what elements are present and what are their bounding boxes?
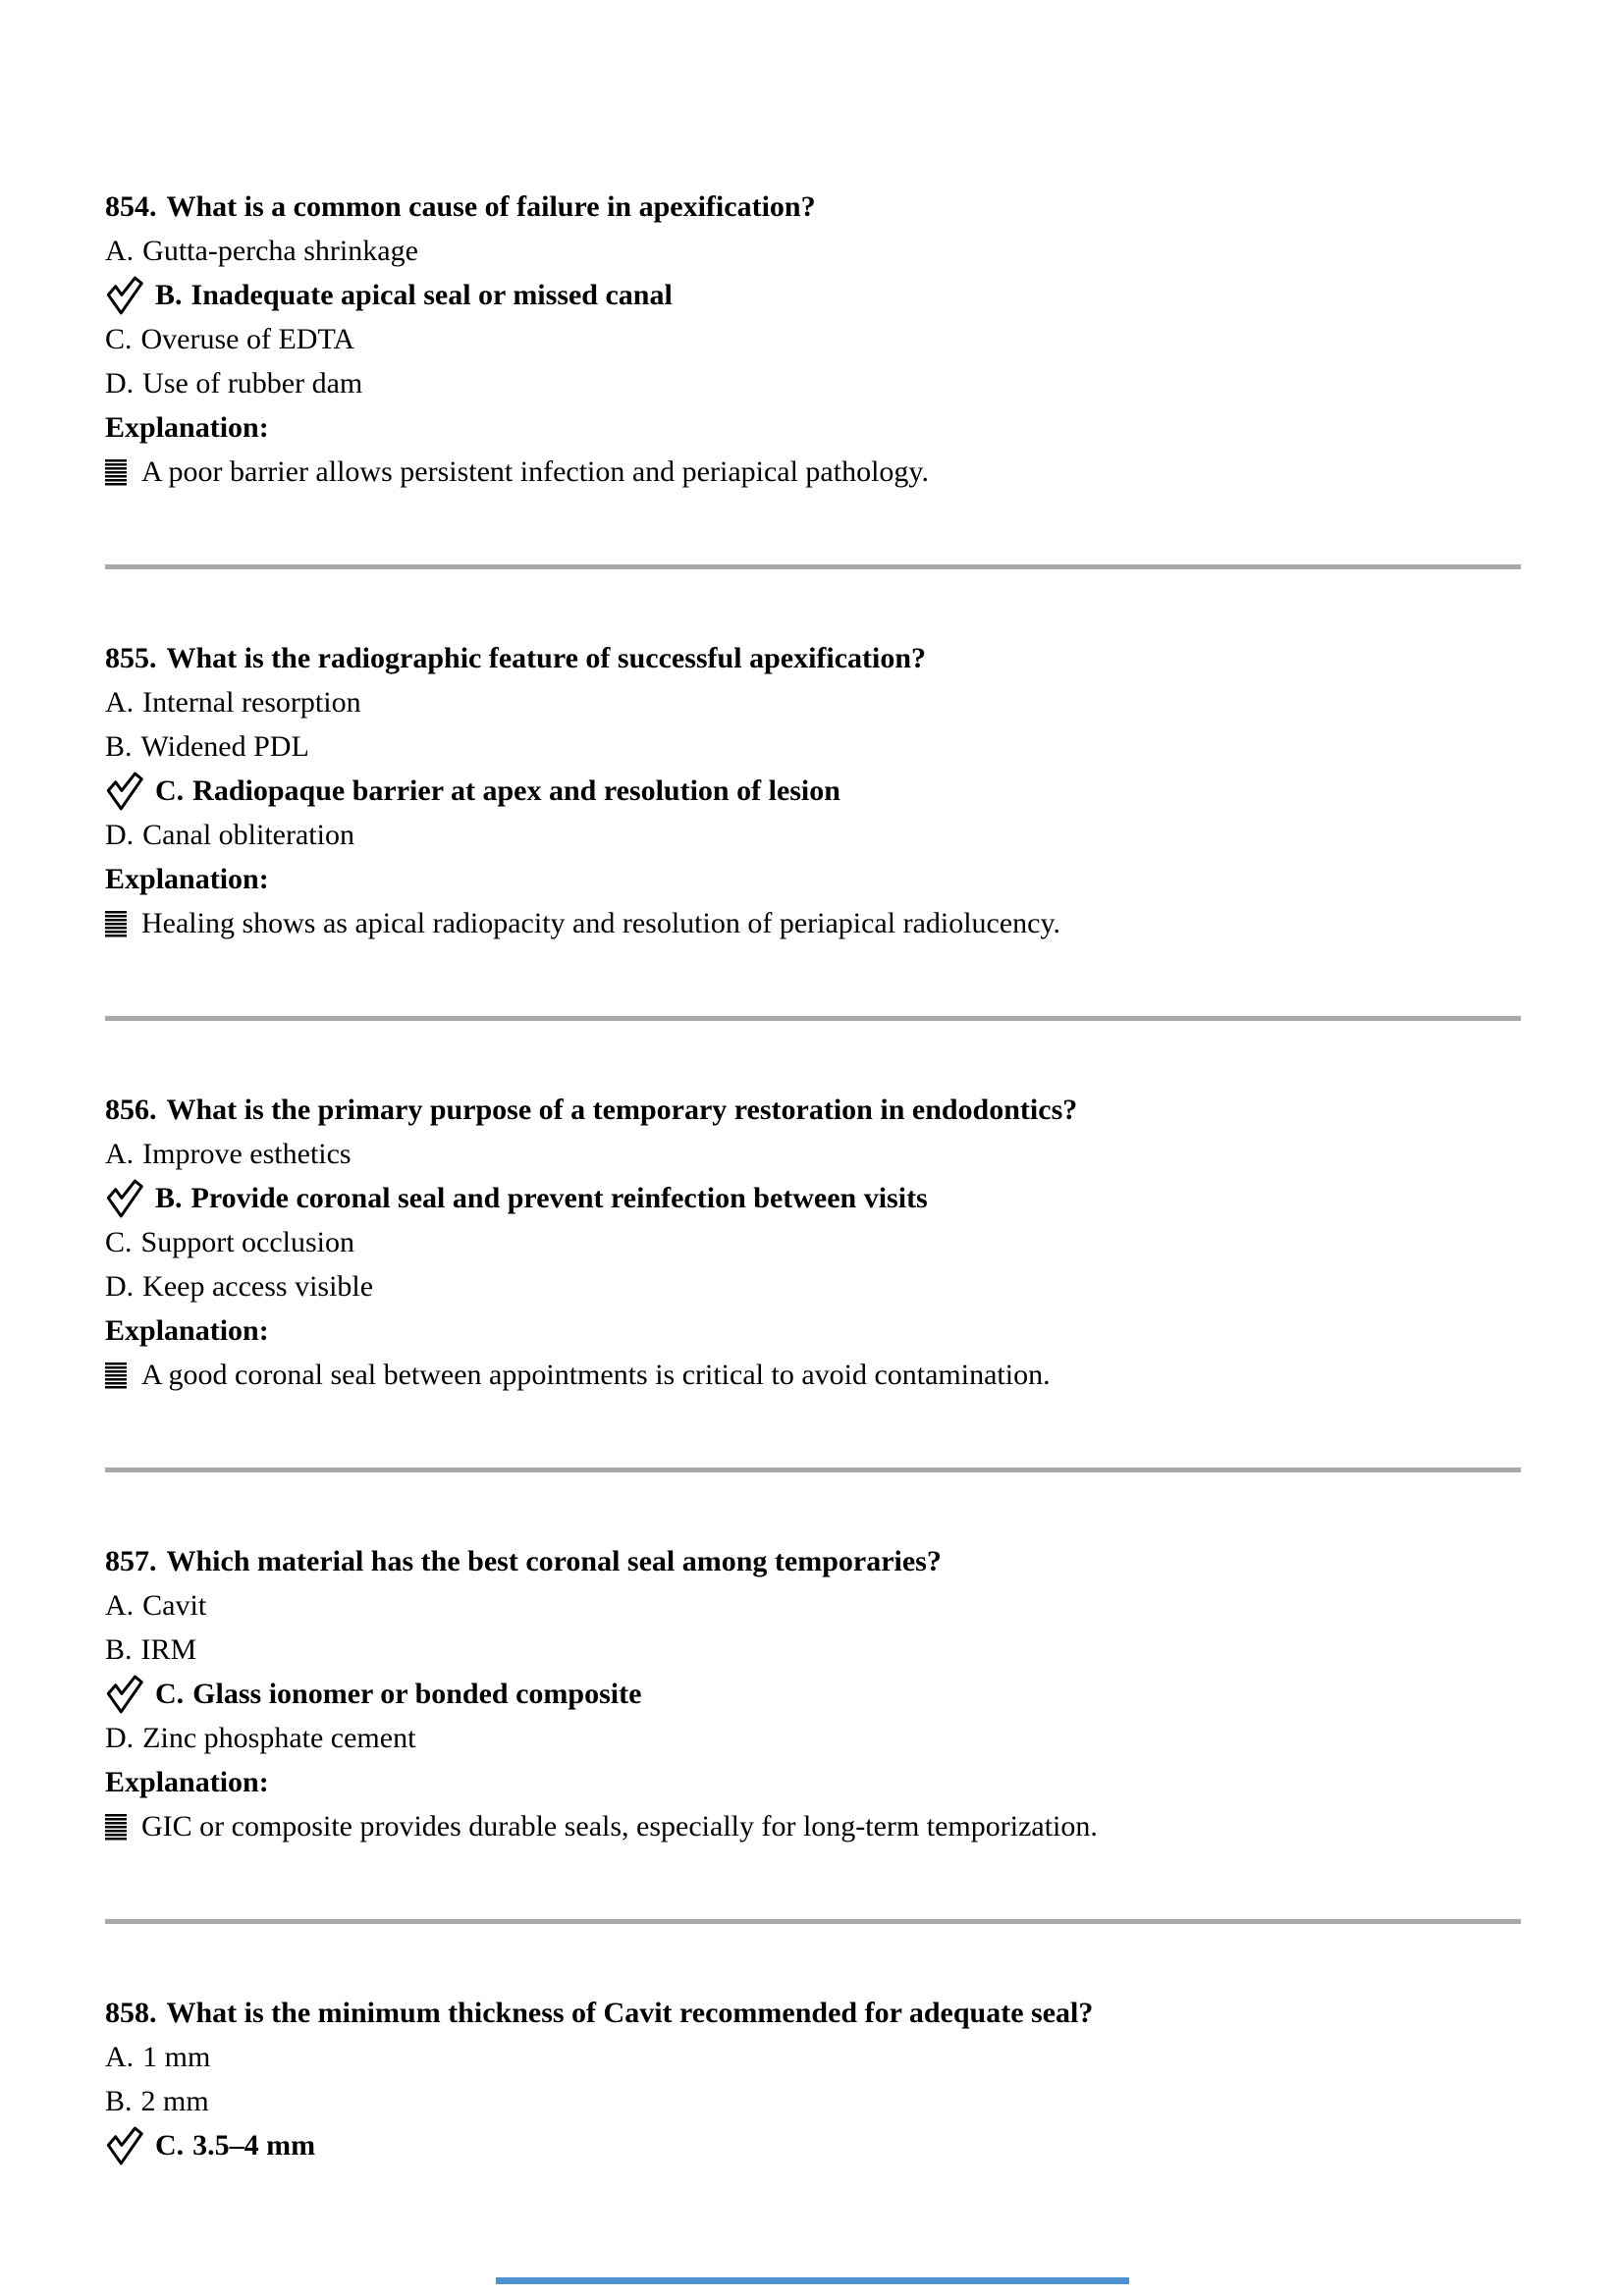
check-outline-icon bbox=[105, 1674, 144, 1715]
explanation-text: Healing shows as apical radiopacity and resolution of periapical radiolucency. bbox=[141, 907, 1061, 939]
question-number: 854. bbox=[105, 190, 157, 223]
option-text: 3.5–4 mm bbox=[192, 2129, 316, 2162]
option-line: A. 1 mm bbox=[105, 2035, 1521, 2079]
explanation-text: A poor barrier allows persistent infection and periapical pathology. bbox=[141, 455, 929, 488]
question-title bbox=[105, 1088, 1521, 1132]
question-list bbox=[105, 185, 1521, 2167]
question-block bbox=[105, 1991, 1521, 2167]
explanation-line bbox=[105, 450, 1521, 494]
option-line-correct: B. Provide coronal seal and prevent reinfection between visits bbox=[105, 1176, 1521, 1220]
question-number: 855. bbox=[105, 642, 157, 674]
option-text: Gutta-percha shrinkage bbox=[142, 235, 418, 267]
option-line: D. Canal obliteration bbox=[105, 813, 1521, 857]
question-title bbox=[105, 636, 1521, 680]
option-text: Glass ionomer or bonded composite bbox=[192, 1678, 642, 1710]
option-text: Provide coronal seal and prevent reinfection between visits bbox=[190, 1182, 928, 1214]
option-line: B. IRM bbox=[105, 1628, 1521, 1672]
question-block bbox=[105, 185, 1521, 569]
option-line-correct: C. 3.5–4 mm bbox=[105, 2123, 1521, 2167]
option-line-correct: C. Radiopaque barrier at apex and resolution of lesion bbox=[105, 769, 1521, 813]
option-text: Widened PDL bbox=[140, 730, 309, 763]
question-number: 857. bbox=[105, 1545, 157, 1577]
question-title bbox=[105, 1539, 1521, 1583]
option-text: Canal obliteration bbox=[142, 819, 354, 851]
striped-diamond-icon bbox=[105, 1362, 127, 1389]
option-text: Improve esthetics bbox=[142, 1138, 352, 1170]
option-line-correct: C. Glass ionomer or bonded composite bbox=[105, 1672, 1521, 1716]
question-title bbox=[105, 185, 1521, 229]
section-divider bbox=[105, 1468, 1521, 1472]
option-line: C. Support occlusion bbox=[105, 1220, 1521, 1264]
option-text: Support occlusion bbox=[140, 1226, 355, 1258]
option-line: C. Overuse of EDTA bbox=[105, 317, 1521, 361]
question-text: What is the radiographic feature of successful apexification? bbox=[166, 642, 927, 674]
option-text: Use of rubber dam bbox=[142, 367, 363, 400]
option-line: B. 2 mm bbox=[105, 2079, 1521, 2123]
explanation-line bbox=[105, 901, 1521, 945]
explanation-label: Explanation: bbox=[105, 863, 269, 895]
check-outline-icon bbox=[105, 1178, 144, 1219]
option-text: Zinc phosphate cement bbox=[142, 1722, 416, 1754]
option-text: Overuse of EDTA bbox=[140, 323, 355, 355]
option-text: Radiopaque barrier at apex and resolution of lesion bbox=[192, 774, 840, 807]
section-divider bbox=[105, 1016, 1521, 1021]
explanation-label: Explanation: bbox=[105, 411, 269, 444]
question-number: 858. bbox=[105, 1997, 157, 2029]
question-text: What is the minimum thickness of Cavit recommended for adequate seal? bbox=[166, 1997, 1094, 2029]
explanation-label: Explanation: bbox=[105, 1314, 269, 1347]
option-text: IRM bbox=[140, 1633, 197, 1666]
striped-diamond-icon bbox=[105, 910, 127, 937]
check-outline-icon bbox=[105, 275, 144, 316]
question-text: What is the primary purpose of a temporary restoration in endodontics? bbox=[166, 1094, 1078, 1126]
option-line: D. Zinc phosphate cement bbox=[105, 1716, 1521, 1760]
option-text: Internal resorption bbox=[142, 686, 361, 719]
option-text: 1 mm bbox=[142, 2041, 211, 2073]
striped-diamond-icon bbox=[105, 1813, 127, 1841]
explanation-line bbox=[105, 1353, 1521, 1397]
option-line: A. Gutta-percha shrinkage bbox=[105, 229, 1521, 273]
question-text: Which material has the best coronal seal among temporaries? bbox=[166, 1545, 942, 1577]
question-text: What is a common cause of failure in apexification? bbox=[166, 190, 816, 223]
option-line: D. Use of rubber dam bbox=[105, 361, 1521, 405]
question-title bbox=[105, 1991, 1521, 2035]
option-text: Inadequate apical seal or missed canal bbox=[190, 279, 673, 311]
option-line: A. Improve esthetics bbox=[105, 1132, 1521, 1176]
footer-bar bbox=[496, 2277, 1129, 2284]
explanation-text: A good coronal seal between appointments is critical to avoid contamination. bbox=[141, 1359, 1051, 1391]
check-outline-icon bbox=[105, 771, 144, 812]
explanation-text: GIC or composite provides durable seals, especially for long-term temporization. bbox=[141, 1810, 1098, 1842]
explanation-label: Explanation: bbox=[105, 1766, 269, 1798]
section-divider bbox=[105, 1919, 1521, 1924]
check-outline-icon bbox=[105, 2125, 144, 2166]
option-text: Cavit bbox=[142, 1589, 207, 1622]
explanation-line bbox=[105, 1804, 1521, 1848]
question-number: 856. bbox=[105, 1094, 157, 1126]
option-line-correct: B. Inadequate apical seal or missed canal bbox=[105, 273, 1521, 317]
option-text: Keep access visible bbox=[142, 1270, 374, 1303]
option-line: D. Keep access visible bbox=[105, 1264, 1521, 1308]
section-divider bbox=[105, 564, 1521, 569]
question-block bbox=[105, 1539, 1521, 1924]
option-line: A. Internal resorption bbox=[105, 680, 1521, 724]
striped-diamond-icon bbox=[105, 458, 127, 486]
option-line: A. Cavit bbox=[105, 1583, 1521, 1628]
option-line: B. Widened PDL bbox=[105, 724, 1521, 769]
question-block bbox=[105, 1088, 1521, 1472]
question-block bbox=[105, 636, 1521, 1021]
option-text: 2 mm bbox=[140, 2085, 209, 2117]
